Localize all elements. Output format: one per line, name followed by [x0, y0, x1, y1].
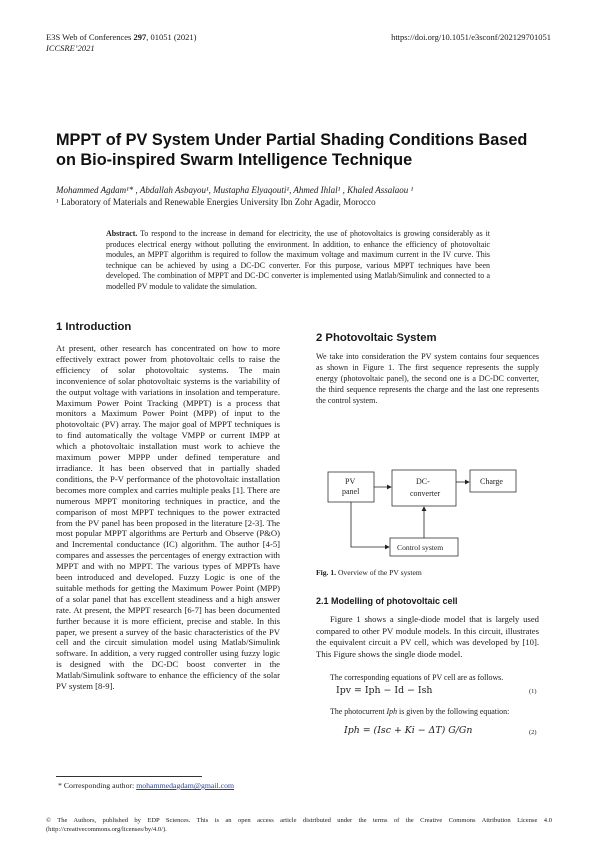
photocurrent-intro: The photocurrent Iph is given by the following equation: — [330, 707, 510, 716]
paper-title: MPPT of PV System Under Partial Shading Conditions Based on Bio-inspired Swarm Intelligence Technique — [56, 131, 528, 169]
figure-caption: Fig. 1. Overview of the PV system — [316, 568, 422, 577]
pv-panel-label-2: panel — [342, 487, 360, 496]
arrow-pv-to-control — [351, 502, 389, 547]
affiliation: ¹ Laboratory of Materials and Renewable Energies University Ibn Zohr Agadir, Morocco — [56, 197, 376, 207]
modelling-text: Figure 1 shows a single-diode model that is largely used compared to other PV module models. In this circuit, illustrates the equivalent circuit a PV cell, which was developed by [10]. This Figure shows the single diode model. — [316, 614, 539, 660]
photovoltaic-system-text: We take into consideration the PV system contains four sequences as shown in Figure 1. The first sequence represents the supply energy (photovoltaic panel), the second one is a DC-DC converter, the third sequence represents the charge and the last one represents the control system. — [316, 352, 539, 405]
abstract-text: To respond to the increase in demand for electricity, the use of photovoltaics is growing considerably as it produces electrical energy without polluting the environment. In addition, to enhance the efficiency of photovoltaic modules, an MPPT algorithm is required to follow the maximum voltage and maximum current in the IV curve. This technique can be achieved by using a DC-DC converter. For this purpose, various MPPT techniques have been developed. The combination of MPPT and DC-DC converter is implemented using Matlab/Simulink and connected to a modelled PV module to validate the simulation. — [106, 229, 490, 291]
dc-converter-label-2: converter — [410, 489, 441, 498]
journal-line: E3S Web of Conferences 297, 01051 (2021) — [46, 32, 197, 42]
author-email-link[interactable]: mohammedagdam@gmail.com — [136, 781, 235, 790]
equation-2-number: (2) — [529, 729, 537, 736]
doi-link[interactable]: https://doi.org/10.1051/e3sconf/202129701051 — [391, 32, 551, 42]
volume-number: 297 — [133, 32, 147, 42]
abstract-label: Abstract. — [106, 229, 138, 238]
dc-converter-box — [392, 470, 456, 506]
section-heading-introduction: 1 Introduction — [56, 321, 132, 333]
venue-name: ICCSRE’2021 — [46, 43, 95, 53]
author-list: Mohammed Agdam¹* , Abdallah Asbayou¹, Mustapha Elyaqouti¹, Ahmed Ihlal¹ , Khaled Assalaou ¹ — [56, 185, 414, 195]
equations-intro: The corresponding equations of PV cell are as follows. — [330, 673, 504, 682]
dc-converter-label: DC- — [416, 477, 430, 486]
subsection-heading-modelling: 2.1 Modelling of photovoltaic cell — [316, 596, 458, 606]
license-statement: © The Authors, published by EDP Sciences. This is an open access article distributed under the terms of the Creative Commons Attribution License 4.0 (http://creativecommons.org/licenses/by/4.0/). — [46, 817, 552, 833]
control-system-label: Control system — [397, 543, 444, 552]
section-heading-photovoltaic-system: 2 Photovoltaic System — [316, 332, 437, 344]
running-header-left — [46, 32, 197, 54]
charge-label: Charge — [480, 477, 503, 486]
footnote: * Corresponding author: mohammedagdam@gmail.com — [58, 781, 235, 790]
pv-system-diagram — [318, 458, 518, 560]
figure-caption-label: Fig. 1. — [316, 568, 337, 577]
equation-2: Iph = (Isc + Ki − ΔT) G/Gn — [344, 725, 473, 736]
introduction-text: At present, other research has concentrated on how to more effectively extract power from photovoltaic cells to raise the efficiency of solar photovoltaic systems. The main inconvenience of solar photovoltaic systems is the variability of the output voltage with variations in insolation and temperature. Maximum Power Point Tracking (MPPT) is a process that monitors a Maximum Power Point (MPP) of input to the photovoltaic (PV) array. The major goal of MPPT techniques is to find automatically the voltage VMPP or current IMPP at which a photovoltaic installation must work to achieve the maximum power MPPP under defined temperature and irradiance. It has been observed that in partially shaded conditions, the P-V performance of the photovoltaic installation becomes more complex and carries multiple peaks [1]. There are numerous MPPT monitoring techniques in practice, and the comparison of most MPPT techniques to the power extracted from the PV panel has been proposed in the literature [2-3]. The most popular MPPT algorithms are Perturb and Observe (P&O) and Incremental conductance (IC) algorithm. The author [4-5] compares and assesses the percentages of energy extraction with MPPT and with no MPPT. The various types of MPPTs have been introduced and developed. Fuzzy Logic is one of the suitable methods for getting the Maximum Power Point (MPP) of a solar panel that has excellent steadiness and a high answer rate. At present, the MPPT research [6-7] has been documented further because it is more efficient, precise and stable. In this paper, we present a survey of the basic characteristics of the PV cell and the circuit simulation model using Matlab/Simulink software. In addition, a very rugged controller using fuzzy logic is designed with the DC-DC boost converter in the Matlab/Simulink software to enhance the efficiency of the solar PV system [8-9]. — [56, 343, 280, 692]
abstract — [106, 229, 490, 292]
photocurrent-symbol: Iph — [386, 707, 398, 716]
footnote-rule — [56, 776, 202, 777]
equation-1: Ipv = Iph − Id − Ish — [336, 685, 433, 696]
pv-panel-label: PV — [345, 477, 356, 486]
equation-1-number: (1) — [529, 688, 537, 695]
